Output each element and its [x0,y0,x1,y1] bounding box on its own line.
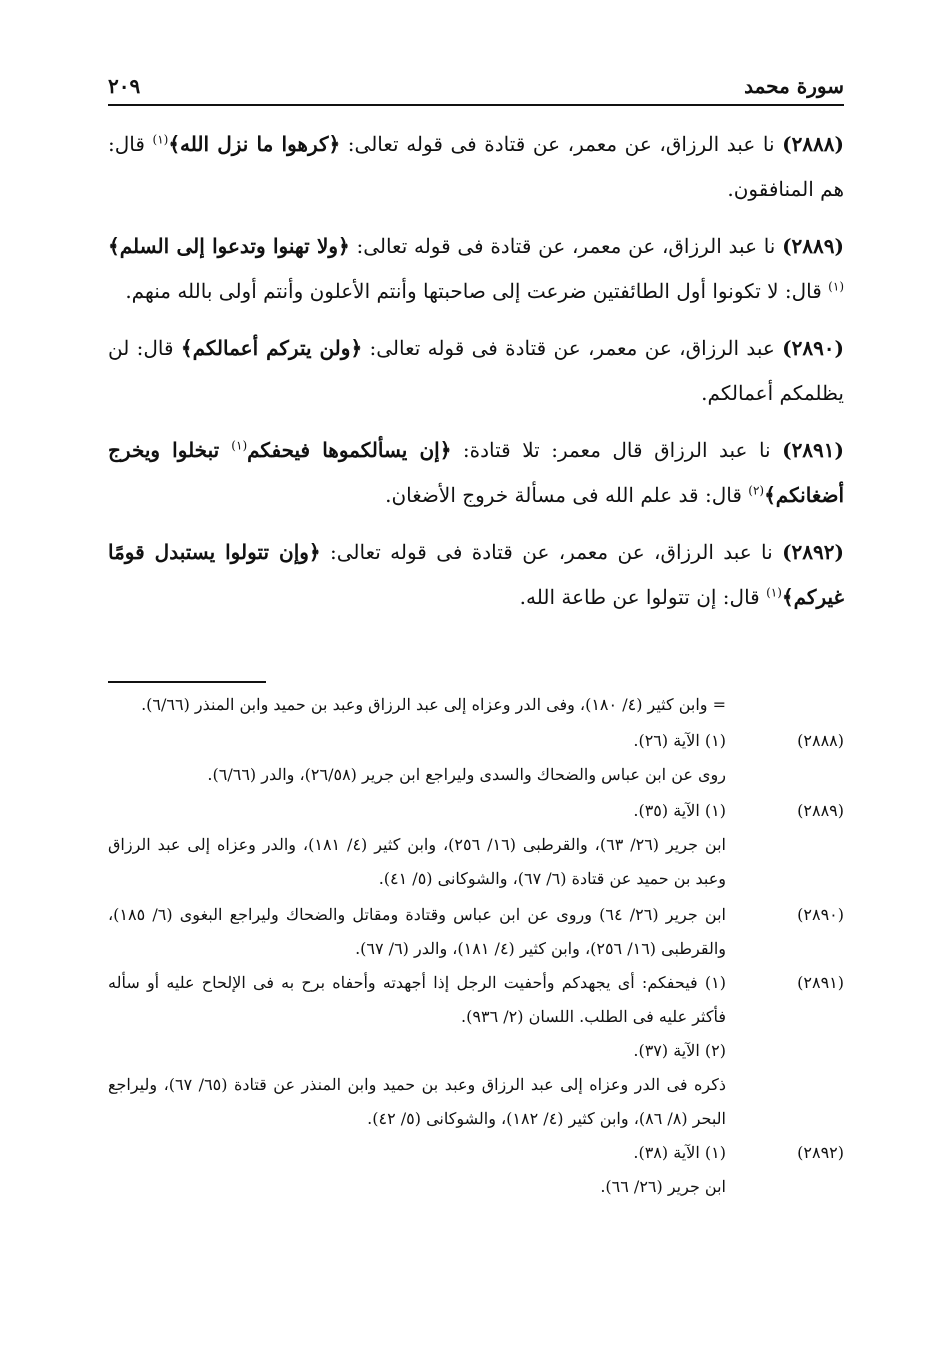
entry-text: عبد الرزاق، عن معمر، عن قتادة فى قوله تعالى: [362,336,783,360]
footnote-text: ابن جرير (٢٦/ ٦٣)، والقرطبى (١٦/ ٢٥٦)، وابن كثير (٤/ ١٨١)، والدر وعزاه إلى عبد الرزاق وعبد بن حميد عن قتادة (٦/ ٦٧)، والشوكانى (٥/ ٤١). [108,835,726,888]
footnote-text: (١) فيحفكم: أى يجهدكم وأحفيت الرجل إذا أجهدته وأحفاه برح به فى الإلحاح عليه أو سأله فأكثر عليه فى الطلب. اللسان (٢/ ٩٣٦). [108,973,726,1026]
footnote-2888 [108,724,844,758]
entry-text: نا عبد الرزاق، عن معمر، عن قتادة فى قوله تعالى: [320,540,783,564]
entry-text: نا عبد الرزاق قال معمر: تلا قتادة: [451,438,783,462]
quran-verse: ﴿كرهوا ما نزل الله﴾ [168,132,341,156]
footnote-marker: (١) [828,279,844,294]
entry-2889 [108,224,844,314]
entry-text: قال: لن يظلمكم أعمالكم. [108,336,844,405]
page-header [108,62,844,102]
footnote-marker: (١) [152,132,169,147]
entry-2890 [108,326,844,416]
entry-text: قال: قد علم الله فى مسألة خروج الأضغان. [385,483,749,507]
entry-number: (٢٨٩١) [782,438,844,462]
footnotes [108,688,844,1204]
entry-text: نا عبد الرزاق، عن معمر، عن قتادة فى قوله تعالى: [349,234,783,258]
entry-2891 [108,428,844,518]
entry-text: قال: إن تتولوا عن طاعة الله. [519,585,767,609]
footnote-text: (١) الآية (٢٦). [633,731,726,750]
footnote-label: (٢٨٩٢) [797,1143,844,1162]
page [108,62,844,1352]
entry-2888 [108,122,844,212]
footnote-label: (٢٨٩١) [797,973,844,992]
footnote-2891 [108,966,844,1034]
footnote-text: ابن جرير (٢٦/ ٦٦). [600,1177,726,1196]
entry-text: نا عبد الرزاق، عن معمر، عن قتادة فى قوله تعالى: [340,132,783,156]
footnote-2889 [108,794,844,828]
footnote-marker: (٢) [748,483,765,498]
entry-2892 [108,530,844,620]
quran-verse: ﴿ولا تهنوا وتدعوا إلى السلم﴾ [108,234,350,258]
footnote-text: ذكره فى الدر وعزاه إلى عبد الرزاق وعبد بن حميد وابن المنذر عن قتادة (٦٥/ ٦٧)، وليراجع البحر (٨/ ٨٦)، وابن كثير (٤/ ١٨٢)، والشوكانى (٥/ ٤٢). [108,1075,726,1128]
entry-number: (٢٨٩٠) [782,336,845,360]
quran-verse: ﴿ولن يتركم أعمالكم﴾ [180,336,363,360]
entry-number: (٢٨٩٢) [782,540,844,564]
entry-text: قال: هم المنافقون. [108,132,844,201]
quran-verse: تبخلوا ويخرج أضغانكم﴾ [108,438,844,507]
footnote-rule [108,681,266,683]
page-number: ٢٠٩ [108,74,141,98]
footnote-marker: (١) [766,585,782,600]
entry-text: قال: لا تكونوا أول الطائفتين ضرعت إلى صاحبتها وأنتم الأعلون وأنتم أولى بالله منهم. [125,279,829,303]
entry-number: (٢٨٨٩) [782,234,844,258]
entry-number: (٢٨٨٨) [782,132,844,156]
footnote-text: (٢) الآية (٣٧). [633,1041,726,1060]
footnote-text: روى عن ابن عباس والضحاك والسدى وليراجع ابن جرير (٢٦/٥٨)، والدر (٦/٦٦). [207,765,726,784]
footnote-text: (١) الآية (٣٨). [633,1143,726,1162]
quran-verse: ﴿إن يسألكموها فيحفكم [247,438,452,462]
footnote-marker: (١) [231,438,248,453]
footnote-label: (٢٨٨٨) [797,731,844,750]
footnote-text: ابن جرير (٢٦/ ٦٤) وروى عن ابن عباس وقتادة ومقاتل والضحاك وليراجع البغوى (٦/ ١٨٥)، والقرطبى (١٦/ ٢٥٦)، وابن كثير (٤/ ١٨١)، والدر (٦/ ٦٧). [108,905,726,958]
surah-title: سورة محمد [744,74,844,98]
quran-verse: ﴿وإن تتولوا يستبدل قومًا غيركم﴾ [108,540,844,609]
footnote-label: (٢٨٩٠) [797,905,844,924]
footnote-label: (٢٨٨٩) [797,801,844,820]
header-rule [108,104,844,106]
main-text [108,122,844,632]
footnote-2890 [108,898,844,966]
footnote-continuation: = وابن كثير (٤/ ١٨٠)، وفى الدر وعزاه إلى عبد الرزاق وعبد بن حميد وابن المنذر (٦/٦٦). [141,695,726,714]
footnote-text: (١) الآية (٣٥). [633,801,726,820]
footnote-2892 [108,1136,844,1170]
